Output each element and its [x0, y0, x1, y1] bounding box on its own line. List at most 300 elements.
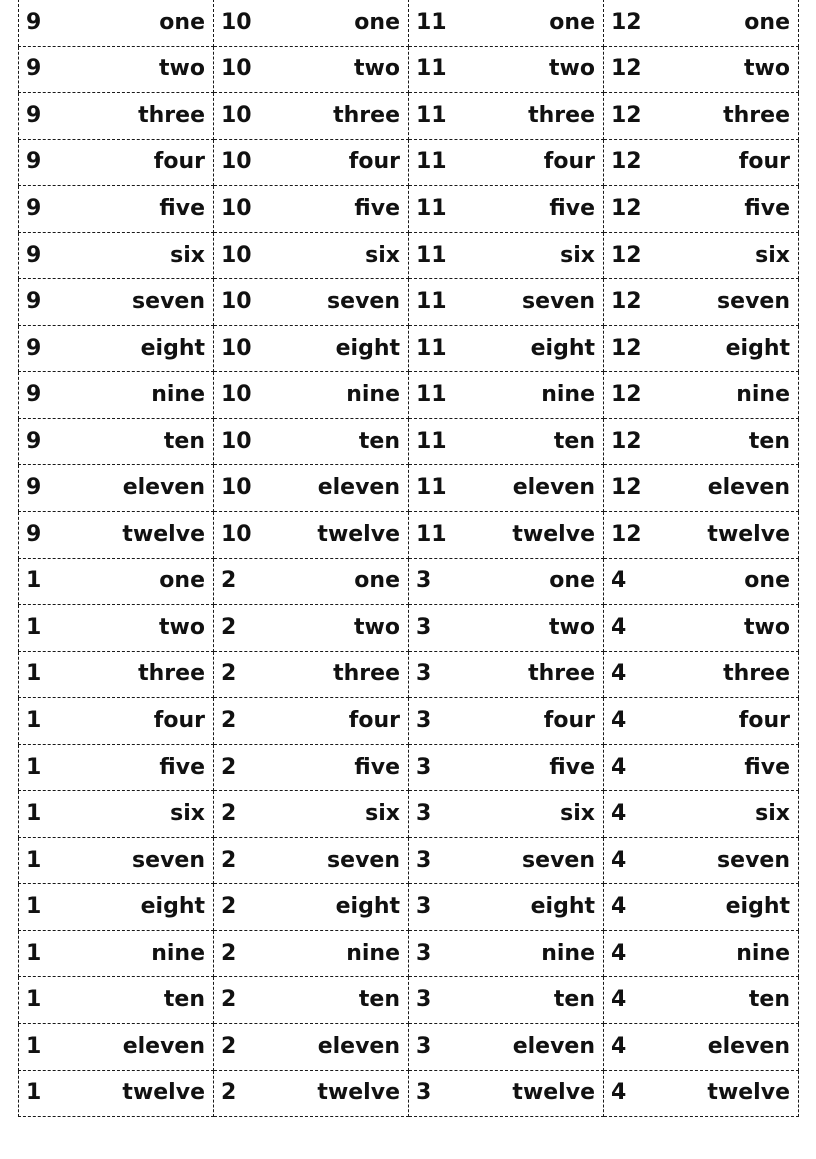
card — [214, 291, 408, 313]
card-number: 12 — [611, 195, 642, 221]
card-word: three — [723, 661, 790, 687]
card — [19, 9, 213, 35]
card-cell — [604, 558, 799, 605]
card-cell — [409, 325, 604, 372]
card-word: ten — [163, 428, 205, 454]
card-number: 11 — [416, 335, 447, 361]
card — [604, 707, 798, 733]
card-word: three — [138, 661, 205, 687]
card-number: 11 — [416, 102, 447, 128]
card-word: three — [138, 102, 205, 128]
card-cell — [604, 651, 799, 698]
card-word: eleven — [512, 475, 595, 501]
card-word: eight — [140, 335, 205, 361]
card — [214, 102, 408, 128]
card-number: 4 — [611, 987, 627, 1013]
card-number: 11 — [416, 56, 447, 82]
card — [19, 384, 213, 406]
card-number: 11 — [416, 428, 447, 454]
card-cell — [604, 465, 799, 512]
card-word: six — [365, 242, 400, 268]
card-number: 2 — [221, 614, 237, 640]
card-cell — [604, 279, 799, 326]
card-word: nine — [541, 940, 595, 966]
card-word: seven — [132, 847, 205, 873]
card-word: eight — [335, 894, 400, 920]
card-cell — [604, 46, 799, 93]
card — [214, 803, 408, 825]
card — [604, 803, 798, 825]
card — [214, 151, 408, 173]
card-number: 10 — [221, 149, 252, 175]
card-cell — [409, 186, 604, 233]
card — [19, 896, 213, 918]
card-number: 3 — [416, 661, 432, 687]
card — [409, 707, 603, 733]
card-word: one — [744, 9, 790, 35]
card-cell — [409, 651, 604, 698]
card-word: four — [348, 707, 400, 733]
card — [409, 9, 603, 35]
card-number: 1 — [26, 568, 42, 594]
card — [214, 195, 408, 221]
card-word: six — [560, 242, 595, 268]
card-row — [19, 1024, 799, 1071]
card-cell — [19, 372, 214, 419]
card-number: 2 — [221, 894, 237, 920]
card-cell — [214, 744, 409, 791]
card-number: 4 — [611, 940, 627, 966]
card-row — [19, 1070, 799, 1117]
card-word: twelve — [512, 521, 595, 547]
card-number: 9 — [26, 335, 42, 361]
card-number: 1 — [26, 894, 42, 920]
card-word: seven — [717, 847, 790, 873]
card-row — [19, 651, 799, 698]
card — [409, 1082, 603, 1104]
card-number: 12 — [611, 428, 642, 454]
card-word: five — [744, 754, 790, 780]
card-cell — [19, 605, 214, 652]
card-cell — [19, 418, 214, 465]
card — [604, 58, 798, 80]
card-cell — [409, 558, 604, 605]
card-word: ten — [163, 987, 205, 1013]
card-number: 9 — [26, 475, 42, 501]
card-row — [19, 977, 799, 1024]
card-word: six — [170, 801, 205, 827]
card-cell — [19, 884, 214, 931]
card-number: 2 — [221, 568, 237, 594]
card-cell — [604, 977, 799, 1024]
card-number: 10 — [221, 428, 252, 454]
card-cell — [214, 512, 409, 559]
card-word: one — [159, 568, 205, 594]
card-number: 10 — [221, 102, 252, 128]
card — [409, 428, 603, 454]
card-cell — [214, 791, 409, 838]
card-word: one — [549, 9, 595, 35]
card-cell — [604, 418, 799, 465]
card-word: nine — [736, 940, 790, 966]
card — [19, 195, 213, 221]
card-word: nine — [736, 382, 790, 408]
card — [19, 614, 213, 640]
card-word: two — [744, 56, 790, 82]
card — [409, 614, 603, 640]
card-cell — [19, 744, 214, 791]
card-number: 3 — [416, 568, 432, 594]
card-number: 12 — [611, 289, 642, 315]
card-cell — [19, 930, 214, 977]
card-word: four — [153, 707, 205, 733]
card-cell — [409, 1070, 604, 1117]
card-cell — [409, 605, 604, 652]
card-word: eleven — [707, 475, 790, 501]
card — [214, 1033, 408, 1059]
card — [19, 940, 213, 966]
card-word: ten — [748, 987, 790, 1013]
card-cell — [19, 791, 214, 838]
card-word: four — [738, 707, 790, 733]
card — [214, 335, 408, 361]
card-row — [19, 279, 799, 326]
card — [604, 896, 798, 918]
card — [214, 242, 408, 268]
card-cell — [19, 1070, 214, 1117]
card-word: twelve — [317, 1080, 400, 1106]
card-number: 3 — [416, 847, 432, 873]
card-row — [19, 605, 799, 652]
card — [604, 335, 798, 361]
card — [19, 151, 213, 173]
card-row — [19, 512, 799, 559]
card-word: twelve — [512, 1080, 595, 1106]
card-cell — [409, 512, 604, 559]
card-word: eight — [140, 894, 205, 920]
card — [409, 663, 603, 685]
card — [214, 614, 408, 640]
card-number: 1 — [26, 1080, 42, 1106]
card — [409, 335, 603, 361]
card-cell — [214, 465, 409, 512]
card — [19, 989, 213, 1011]
card — [604, 102, 798, 128]
card-cell — [214, 186, 409, 233]
card-word: two — [549, 56, 595, 82]
card-cell — [604, 372, 799, 419]
card-number: 9 — [26, 289, 42, 315]
card-number: 11 — [416, 9, 447, 35]
card — [604, 384, 798, 406]
card-cell — [214, 279, 409, 326]
card-word: eight — [530, 335, 595, 361]
card-row — [19, 884, 799, 931]
card-row — [19, 232, 799, 279]
card-word: twelve — [707, 521, 790, 547]
card — [19, 477, 213, 499]
card-number: 11 — [416, 475, 447, 501]
card-word: seven — [717, 289, 790, 315]
card-number: 9 — [26, 9, 42, 35]
card — [409, 195, 603, 221]
card-row — [19, 0, 799, 46]
card-word: five — [549, 195, 595, 221]
card — [214, 570, 408, 592]
card-cell — [604, 232, 799, 279]
card-word: twelve — [707, 1080, 790, 1106]
card-cell — [409, 465, 604, 512]
card-cell — [604, 186, 799, 233]
card-cell — [214, 558, 409, 605]
card — [19, 570, 213, 592]
card-word: seven — [522, 847, 595, 873]
card-number: 3 — [416, 1080, 432, 1106]
card — [604, 663, 798, 685]
card-word: six — [560, 801, 595, 827]
card-number: 3 — [416, 1033, 432, 1059]
card-number: 9 — [26, 521, 42, 547]
card — [409, 1033, 603, 1059]
card — [214, 754, 408, 780]
card — [409, 940, 603, 966]
card-number: 11 — [416, 521, 447, 547]
card — [214, 989, 408, 1011]
card-cell — [409, 232, 604, 279]
card-row — [19, 186, 799, 233]
card-number: 12 — [611, 149, 642, 175]
card-word: six — [755, 801, 790, 827]
card-number: 2 — [221, 1080, 237, 1106]
card-cell — [19, 698, 214, 745]
card-cell — [214, 698, 409, 745]
card — [19, 707, 213, 733]
card — [604, 940, 798, 966]
card — [604, 1082, 798, 1104]
card-word: nine — [346, 940, 400, 966]
card-word: five — [159, 754, 205, 780]
card — [19, 335, 213, 361]
card-cell — [604, 837, 799, 884]
card-row — [19, 558, 799, 605]
card-cell — [214, 93, 409, 140]
card-row — [19, 139, 799, 186]
card-number: 3 — [416, 801, 432, 827]
card-number: 10 — [221, 289, 252, 315]
card-word: three — [528, 102, 595, 128]
card-number: 3 — [416, 894, 432, 920]
card-number: 3 — [416, 754, 432, 780]
card — [409, 477, 603, 499]
card — [214, 707, 408, 733]
card-cell — [409, 837, 604, 884]
card-cell — [214, 837, 409, 884]
card-word: five — [549, 754, 595, 780]
card-number: 2 — [221, 847, 237, 873]
card-cell — [604, 512, 799, 559]
card-cell — [19, 837, 214, 884]
card-cell — [409, 418, 604, 465]
card-word: twelve — [122, 521, 205, 547]
card-word: twelve — [317, 521, 400, 547]
card — [604, 195, 798, 221]
card-cell — [604, 1024, 799, 1071]
card-word: one — [354, 9, 400, 35]
card-word: six — [365, 801, 400, 827]
card-cell — [214, 418, 409, 465]
card-cell — [604, 744, 799, 791]
card-cell — [19, 93, 214, 140]
card-word: twelve — [122, 1080, 205, 1106]
card-word: four — [543, 707, 595, 733]
card-word: two — [159, 614, 205, 640]
card-row — [19, 791, 799, 838]
card-row — [19, 698, 799, 745]
card-number: 9 — [26, 56, 42, 82]
card — [409, 384, 603, 406]
card-word: nine — [541, 382, 595, 408]
card-word: four — [348, 149, 400, 175]
card-word: eleven — [122, 475, 205, 501]
card-cell — [409, 46, 604, 93]
card — [604, 242, 798, 268]
card-number: 1 — [26, 614, 42, 640]
card — [409, 521, 603, 547]
card — [19, 803, 213, 825]
card — [214, 940, 408, 966]
card-cell — [214, 977, 409, 1024]
card-row — [19, 418, 799, 465]
card-number: 4 — [611, 614, 627, 640]
card-number: 10 — [221, 382, 252, 408]
card-word: eleven — [512, 1033, 595, 1059]
card-word: five — [354, 195, 400, 221]
card — [214, 428, 408, 454]
card-cell — [214, 884, 409, 931]
card-number: 12 — [611, 521, 642, 547]
card-word: ten — [358, 428, 400, 454]
card-number: 9 — [26, 149, 42, 175]
card — [19, 291, 213, 313]
card — [19, 102, 213, 128]
card-cell — [214, 1070, 409, 1117]
card-number: 9 — [26, 382, 42, 408]
card-cell — [214, 325, 409, 372]
card — [604, 9, 798, 35]
card-number: 10 — [221, 195, 252, 221]
card — [214, 384, 408, 406]
card-word: eight — [530, 894, 595, 920]
card-cell — [604, 930, 799, 977]
card-cell — [214, 0, 409, 46]
card-number: 4 — [611, 568, 627, 594]
card-cell — [19, 465, 214, 512]
card-word: nine — [151, 940, 205, 966]
card-number: 4 — [611, 707, 627, 733]
card-cell — [214, 232, 409, 279]
card — [409, 754, 603, 780]
card-word: five — [354, 754, 400, 780]
card — [409, 803, 603, 825]
card — [409, 58, 603, 80]
card-cell — [604, 139, 799, 186]
card — [604, 614, 798, 640]
card-cell — [214, 372, 409, 419]
card-number: 12 — [611, 382, 642, 408]
card-number: 4 — [611, 661, 627, 687]
card-row — [19, 93, 799, 140]
card — [214, 847, 408, 873]
card — [604, 570, 798, 592]
card — [604, 151, 798, 173]
card-cell — [409, 930, 604, 977]
card-cell — [604, 605, 799, 652]
card-number: 10 — [221, 335, 252, 361]
card-cell — [409, 139, 604, 186]
card-cell — [409, 279, 604, 326]
card-number: 1 — [26, 1033, 42, 1059]
card-word: one — [549, 568, 595, 594]
card-number: 12 — [611, 242, 642, 268]
card — [409, 291, 603, 313]
card-cell — [214, 651, 409, 698]
card-number: 11 — [416, 149, 447, 175]
card-number: 12 — [611, 475, 642, 501]
card-word: two — [354, 56, 400, 82]
card — [409, 989, 603, 1011]
card-number: 2 — [221, 940, 237, 966]
card-row — [19, 930, 799, 977]
card — [604, 428, 798, 454]
card-word: nine — [346, 382, 400, 408]
card — [19, 663, 213, 685]
card-cell — [19, 651, 214, 698]
card-word: two — [744, 614, 790, 640]
card-row — [19, 465, 799, 512]
card-cell — [604, 791, 799, 838]
card-cell — [19, 1024, 214, 1071]
card — [214, 9, 408, 35]
card-word: three — [333, 102, 400, 128]
card-number: 1 — [26, 707, 42, 733]
card-number: 1 — [26, 940, 42, 966]
card-number: 9 — [26, 195, 42, 221]
card-word: five — [744, 195, 790, 221]
card-number: 12 — [611, 9, 642, 35]
card-cell — [409, 93, 604, 140]
card-number: 2 — [221, 754, 237, 780]
card — [214, 1082, 408, 1104]
card-word: one — [159, 9, 205, 35]
card-cell — [214, 139, 409, 186]
card-number: 11 — [416, 195, 447, 221]
card-word: eleven — [317, 475, 400, 501]
card-number: 2 — [221, 1033, 237, 1059]
card-word: seven — [327, 847, 400, 873]
card — [214, 663, 408, 685]
card-cell — [19, 977, 214, 1024]
card-word: eight — [725, 335, 790, 361]
card-number: 3 — [416, 940, 432, 966]
card-word: ten — [553, 987, 595, 1013]
card-row — [19, 372, 799, 419]
card-number: 12 — [611, 102, 642, 128]
card-number: 12 — [611, 56, 642, 82]
card-number: 2 — [221, 801, 237, 827]
card-number: 10 — [221, 521, 252, 547]
card-cell — [19, 0, 214, 46]
card-word: three — [333, 661, 400, 687]
